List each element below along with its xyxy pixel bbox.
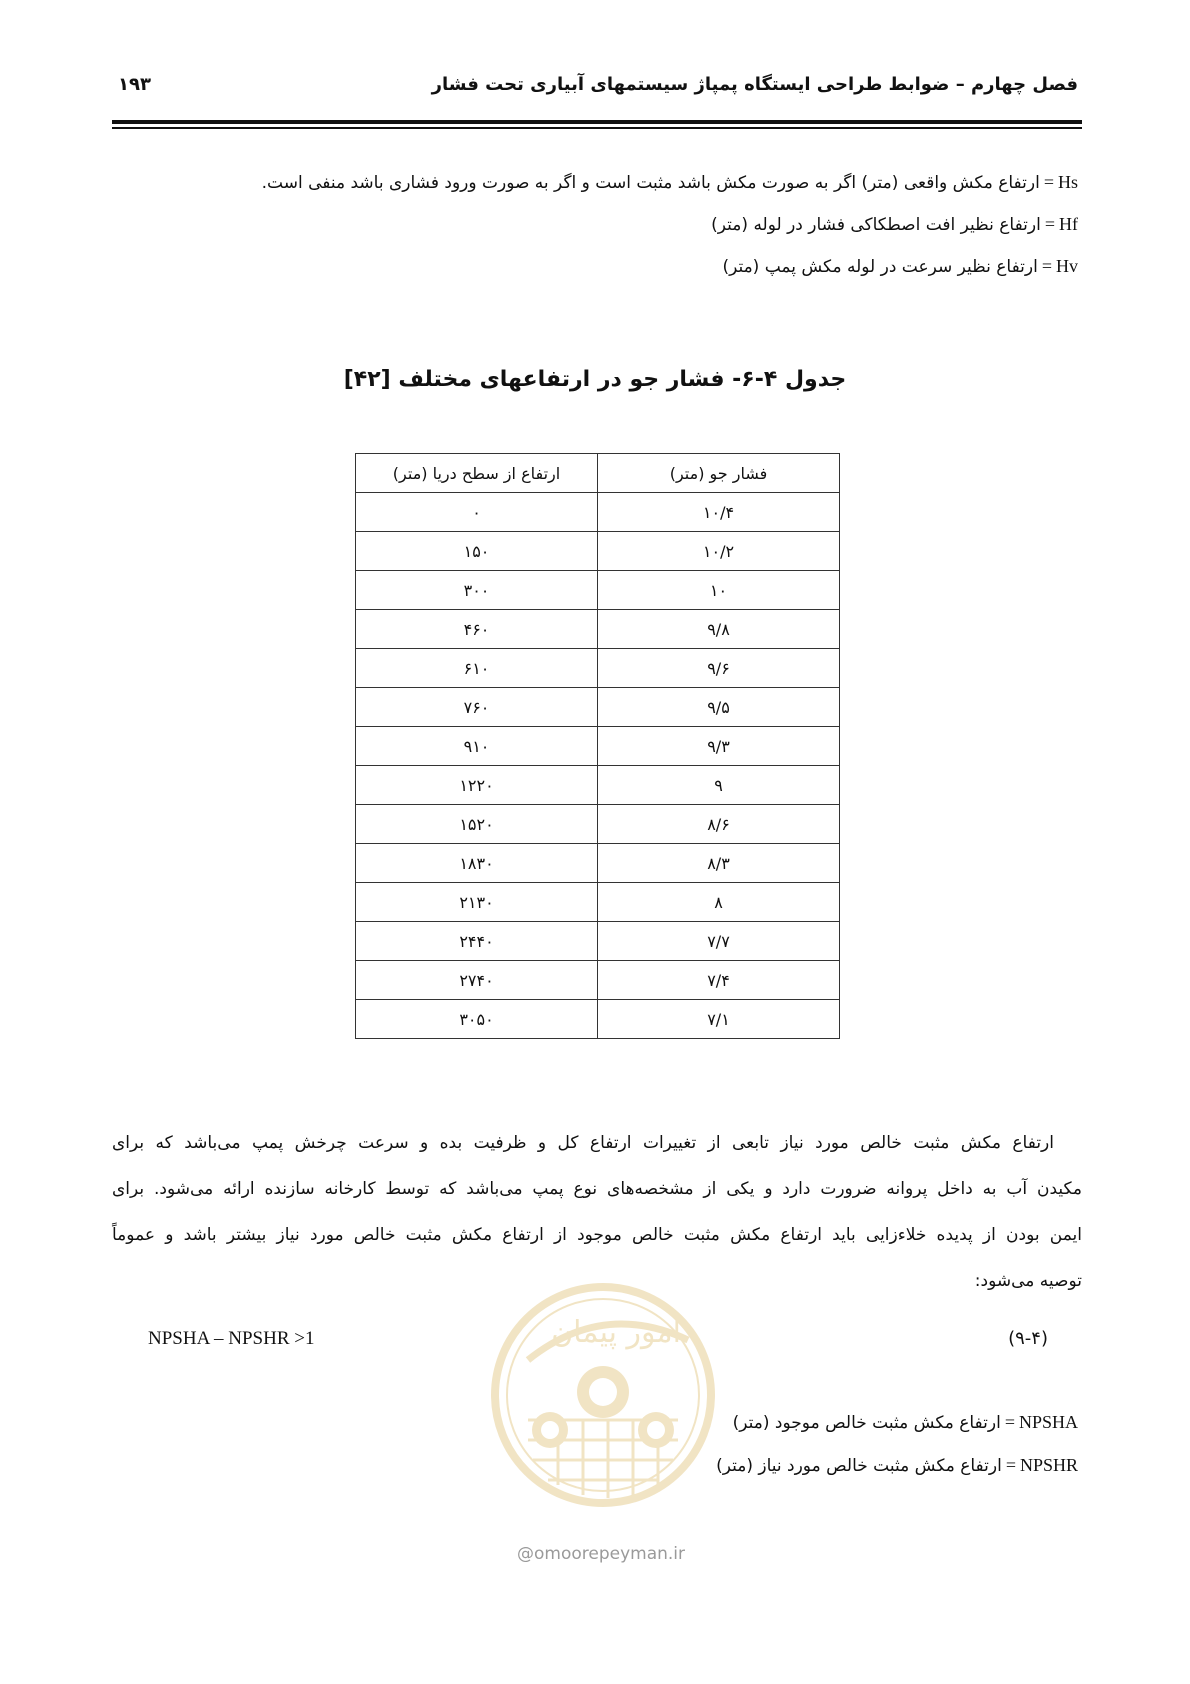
cell-pressure: ۱۰	[598, 571, 840, 610]
table-row	[356, 1000, 840, 1039]
paragraph-line: توصیه می‌شود:	[974, 1271, 1082, 1291]
column-header-elevation: ارتفاع از سطح دریا (متر)	[356, 454, 598, 493]
definition-symbol: Hf	[1059, 214, 1078, 234]
page-number: ۱۹۳	[118, 74, 151, 95]
equation-number: (۹-۴)	[1008, 1328, 1048, 1349]
cell-pressure: ۹	[598, 766, 840, 805]
cell-elevation: ۷۶۰	[356, 688, 598, 727]
header-title: فصل چهارم – ضوابط طراحی ایستگاه پمپاژ سیستمهای آبیاری تحت فشار	[431, 74, 1078, 95]
definition-hf: ارتفاع نظیر افت اصطکاکی فشار در لوله (متر) = Hf	[711, 214, 1078, 235]
cell-pressure: ۱۰/۴	[598, 493, 840, 532]
cell-elevation: ۲۷۴۰	[356, 961, 598, 1000]
definition-symbol: Hv	[1056, 256, 1078, 276]
column-header-pressure: فشار جو (متر)	[598, 454, 840, 493]
table-row	[356, 571, 840, 610]
cell-elevation: ۰	[356, 493, 598, 532]
equation-expression: NPSHA – NPSHR >1	[148, 1328, 315, 1349]
cell-elevation: ۱۲۲۰	[356, 766, 598, 805]
cell-elevation: ۱۵۰	[356, 532, 598, 571]
definition-npsha: ارتفاع مکش مثبت خالص موجود (متر) = NPSHA	[732, 1412, 1078, 1433]
cell-pressure: ۹/۶	[598, 649, 840, 688]
table-caption: جدول ۴-۶- فشار جو در ارتفاعهای مختلف [۴۲]	[343, 367, 847, 392]
cell-pressure: ۷/۴	[598, 961, 840, 1000]
table-row	[356, 649, 840, 688]
definition-npshr: ارتفاع مکش مثبت خالص مورد نیاز (متر) = NPSHR	[716, 1455, 1078, 1476]
cell-pressure: ۱۰/۲	[598, 532, 840, 571]
cell-elevation: ۹۱۰	[356, 727, 598, 766]
header-rule-thick	[112, 120, 1082, 124]
definition-symbol: NPSHA	[1018, 1412, 1078, 1432]
npsh-paragraph	[112, 1120, 1082, 1304]
cell-elevation: ۱۵۲۰	[356, 805, 598, 844]
cell-pressure: ۹/۳	[598, 727, 840, 766]
cell-elevation: ۴۶۰	[356, 610, 598, 649]
cell-pressure: ۸/۳	[598, 844, 840, 883]
definition-text: ارتفاع مکش مثبت خالص مورد نیاز (متر)	[716, 1456, 1002, 1476]
omoorepeyman-watermark-logo	[488, 1280, 718, 1540]
definition-text: ارتفاع نظیر سرعت در لوله مکش پمپ (متر)	[722, 257, 1038, 277]
cell-elevation: ۶۱۰	[356, 649, 598, 688]
definition-text: ارتفاع مکش مثبت خالص موجود (متر)	[732, 1413, 1001, 1433]
cell-elevation: ۳۰۵۰	[356, 1000, 598, 1039]
cell-pressure: ۷/۷	[598, 922, 840, 961]
cell-elevation: ۳۰۰	[356, 571, 598, 610]
table-row	[356, 844, 840, 883]
table-row	[356, 766, 840, 805]
definition-hv: ارتفاع نظیر سرعت در لوله مکش پمپ (متر) = Hv	[722, 256, 1078, 277]
table-row	[356, 805, 840, 844]
watermark-url: @omoorepeyman.ir	[516, 1544, 686, 1564]
cell-pressure: ۸	[598, 883, 840, 922]
table-row	[356, 610, 840, 649]
paragraph-line: ایمن بودن از پدیده خلاءزایی باید ارتفاع مکش مثبت خالص موجود از ارتفاع مکش مثبت خالص مورد نیاز بیشتر باشد و عموماً	[112, 1225, 1082, 1245]
cell-pressure: ۷/۱	[598, 1000, 840, 1039]
paragraph-line: ارتفاع مکش مثبت خالص مورد نیاز تابعی از تغییرات ارتفاع کل و ظرفیت بده و سرعت چرخش پمپ می‌باشد که برای	[112, 1133, 1054, 1153]
watermark-logo-text: امور پیمان	[551, 1315, 681, 1350]
cell-elevation: ۲۴۴۰	[356, 922, 598, 961]
table-row	[356, 532, 840, 571]
table-row	[356, 922, 840, 961]
definition-hs: ارتفاع مکش واقعی (متر) اگر به صورت مکش باشد مثبت است و اگر به صورت ورود فشاری باشد منفی است. = Hs	[261, 172, 1078, 193]
cell-elevation: ۲۱۳۰	[356, 883, 598, 922]
table-row	[356, 961, 840, 1000]
definition-symbol: Hs	[1057, 172, 1078, 192]
table-row	[356, 883, 840, 922]
cell-pressure: ۹/۵	[598, 688, 840, 727]
definition-text: ارتفاع نظیر افت اصطکاکی فشار در لوله (متر)	[711, 215, 1041, 235]
definition-symbol: NPSHR	[1019, 1455, 1078, 1475]
cell-elevation: ۱۸۳۰	[356, 844, 598, 883]
paragraph-line: مکیدن آب به داخل پروانه ضرورت دارد و یکی از مشخصه‌های نوع پمپ می‌باشد که توسط کارخانه سازنده ارائه می‌شود. برای	[112, 1179, 1082, 1199]
table-row	[356, 727, 840, 766]
cell-pressure: ۸/۶	[598, 805, 840, 844]
table-row	[356, 493, 840, 532]
pressure-elevation-table	[355, 453, 840, 1039]
header-rule-thin	[112, 127, 1082, 129]
table-header-row	[356, 454, 840, 493]
table-row	[356, 688, 840, 727]
cell-pressure: ۹/۸	[598, 610, 840, 649]
definition-text: ارتفاع مکش واقعی (متر) اگر به صورت مکش باشد مثبت است و اگر به صورت ورود فشاری باشد منفی است.	[261, 173, 1040, 193]
